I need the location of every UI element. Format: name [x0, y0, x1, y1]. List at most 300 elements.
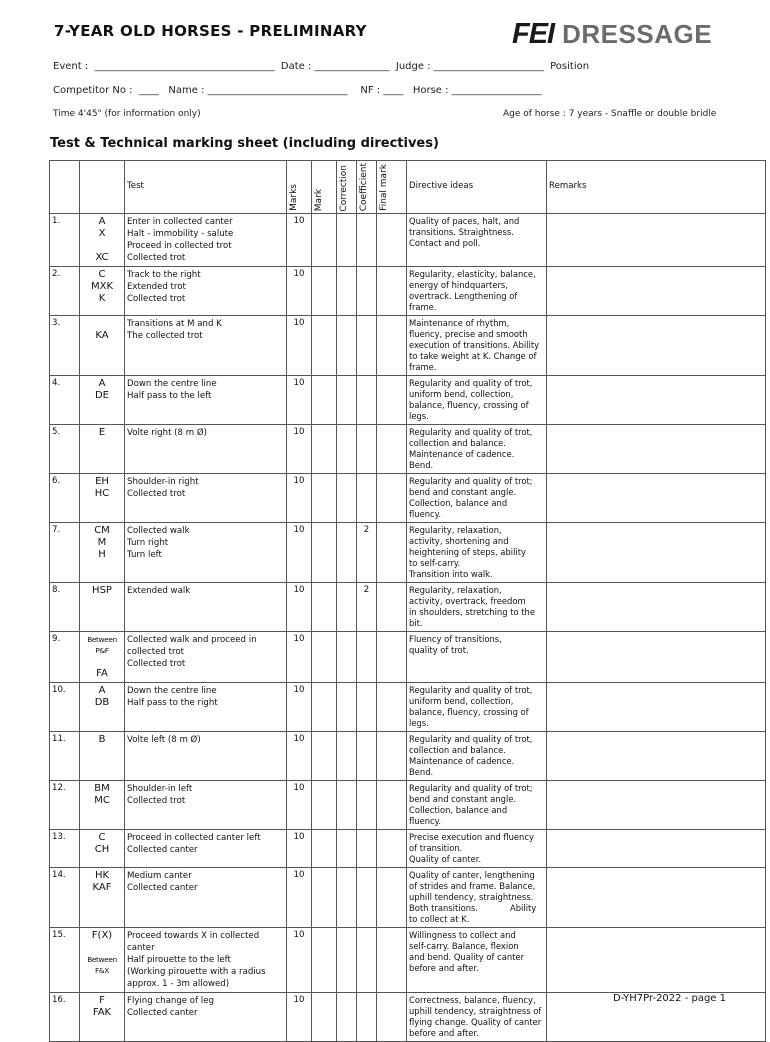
movement-number: 7.: [50, 523, 80, 583]
movement-number: 1.: [50, 214, 80, 267]
arena-letter: FA: [96, 668, 108, 680]
directive-line: Precise execution and fluency: [409, 832, 534, 843]
test-description: [125, 781, 287, 830]
coefficient-cell: [357, 474, 377, 523]
remarks-cell[interactable]: [547, 523, 766, 583]
final-mark-cell[interactable]: [377, 376, 407, 425]
arena-letter: C: [98, 269, 106, 281]
test-line: Shoulder-in left: [127, 784, 193, 795]
final-mark-cell[interactable]: [377, 214, 407, 267]
movement-row: [50, 267, 766, 316]
directive-line: before and after.: [409, 963, 479, 974]
mark-cell[interactable]: [312, 214, 337, 267]
correction-cell[interactable]: [337, 474, 357, 523]
arena-letter: [82, 318, 122, 330]
directive-line: Regularity and quality of trot;: [409, 476, 533, 487]
directive-ideas: [407, 781, 547, 830]
test-line: Half pass to the left: [127, 391, 212, 402]
correction-cell[interactable]: [337, 316, 357, 376]
test-description: [125, 993, 287, 1042]
mark-cell[interactable]: [312, 781, 337, 830]
mark-cell[interactable]: [312, 583, 337, 632]
directive-ideas: [407, 425, 547, 474]
test-line: Proceed towards X in collected: [127, 931, 260, 942]
remarks-cell[interactable]: [547, 781, 766, 830]
header-num: [50, 161, 80, 214]
arena-letter: M: [97, 537, 107, 549]
movement-number: 16.: [50, 993, 80, 1042]
header-test: Test: [125, 161, 287, 214]
test-line: Collected canter: [127, 1008, 198, 1019]
arena-letter: Between F&X: [87, 955, 117, 976]
arena-letters: [80, 632, 125, 683]
arena-letter: KAF: [92, 882, 112, 894]
directive-line: before and after.: [409, 1028, 479, 1039]
directive-line: transitions. Straightness.: [409, 227, 514, 238]
mark-cell[interactable]: [312, 267, 337, 316]
movement-row: [50, 376, 766, 425]
max-marks: 10: [287, 425, 312, 474]
movement-row: [50, 583, 766, 632]
correction-cell[interactable]: [337, 868, 357, 928]
test-description: [125, 214, 287, 267]
movement-number: 10.: [50, 683, 80, 732]
arena-letter: C: [98, 832, 106, 844]
directive-ideas: [407, 868, 547, 928]
movement-row: [50, 683, 766, 732]
header-remarks: Remarks: [547, 161, 766, 214]
directive-ideas: [407, 474, 547, 523]
header-mark: Mark: [312, 161, 337, 214]
arena-letters: [80, 683, 125, 732]
max-marks: 10: [287, 928, 312, 993]
arena-letter: A: [98, 378, 106, 390]
directive-line: Willingness to collect and: [409, 930, 516, 941]
directive-line: Maintenance of cadence.: [409, 756, 515, 767]
final-mark-cell[interactable]: [377, 868, 407, 928]
test-line: Collected trot: [127, 489, 186, 500]
final-mark-cell[interactable]: [377, 267, 407, 316]
directive-line: activity, shortening and: [409, 536, 509, 547]
directive-line: self-carry. Balance, flexion: [409, 941, 519, 952]
final-mark-cell[interactable]: [377, 632, 407, 683]
test-description: [125, 267, 287, 316]
arena-letters: [80, 214, 125, 267]
correction-cell[interactable]: [337, 830, 357, 868]
directive-line: and bend. Quality of canter: [409, 952, 525, 963]
directive-line: Fluency of transitions,: [409, 634, 502, 645]
directive-line: uniform bend, collection,: [409, 696, 514, 707]
max-marks: 10: [287, 683, 312, 732]
directive-line: Regularity and quality of trot;: [409, 783, 533, 794]
movement-row: [50, 781, 766, 830]
test-line: canter: [127, 943, 155, 954]
correction-cell[interactable]: [337, 425, 357, 474]
directive-line: Quality of canter, lengthening: [409, 870, 535, 881]
mark-cell[interactable]: [312, 683, 337, 732]
test-line: Volte left (8 m Ø): [127, 735, 201, 746]
directive-ideas: [407, 267, 547, 316]
directive-line: frame.: [409, 302, 437, 313]
arena-letter: HC: [94, 488, 110, 500]
mark-cell[interactable]: [312, 928, 337, 993]
final-mark-cell[interactable]: [377, 732, 407, 781]
correction-cell[interactable]: [337, 523, 357, 583]
arena-letter: HSP: [92, 585, 112, 597]
test-description: [125, 376, 287, 425]
directive-line: Both transitions. Ability: [409, 903, 537, 914]
movement-number: 13.: [50, 830, 80, 868]
final-mark-cell[interactable]: [377, 830, 407, 868]
test-line: Extended trot: [127, 282, 186, 293]
test-line: Collected walk: [127, 526, 190, 537]
page-title: 7-YEAR OLD HORSES - PRELIMINARY: [54, 22, 367, 40]
directive-line: activity, overtrack, freedom: [409, 596, 526, 607]
movement-number: 5.: [50, 425, 80, 474]
arena-letter: FAK: [92, 1007, 112, 1019]
directive-line: Regularity, elasticity, balance,: [409, 269, 536, 280]
test-line: Halt - immobility - salute: [127, 229, 234, 240]
arena-letter: DE: [94, 390, 110, 402]
correction-cell[interactable]: [337, 732, 357, 781]
coefficient-cell: [357, 632, 377, 683]
correction-cell[interactable]: [337, 683, 357, 732]
final-mark-cell[interactable]: [377, 781, 407, 830]
correction-cell[interactable]: [337, 781, 357, 830]
correction-cell[interactable]: [337, 583, 357, 632]
arena-letter: A: [98, 216, 106, 228]
mark-cell[interactable]: [312, 425, 337, 474]
directive-line: flying change. Quality of canter: [409, 1017, 542, 1028]
test-line: Collected trot: [127, 253, 186, 264]
remarks-cell[interactable]: [547, 830, 766, 868]
final-mark-cell[interactable]: [377, 993, 407, 1042]
directive-line: collection and balance.: [409, 745, 506, 756]
test-line: Down the centre line: [127, 379, 217, 390]
directive-ideas: [407, 316, 547, 376]
header-letters: [80, 161, 125, 214]
movement-number: 3.: [50, 316, 80, 376]
header-final-mark: Final mark: [377, 161, 407, 214]
directive-ideas: [407, 732, 547, 781]
coefficient-cell: 2: [357, 583, 377, 632]
directive-line: fluency, precise and smooth: [409, 329, 528, 340]
test-line: Track to the right: [127, 270, 201, 281]
directive-line: Regularity, relaxation,: [409, 525, 502, 536]
test-line: Collected trot: [127, 796, 186, 807]
arena-letter: XC: [95, 252, 109, 264]
correction-cell[interactable]: [337, 376, 357, 425]
arena-letter: [82, 656, 122, 668]
section-title: Test & Technical marking sheet (including directives): [50, 136, 439, 151]
remarks-cell[interactable]: [547, 732, 766, 781]
test-line: Collected canter: [127, 845, 198, 856]
table-header-row: [50, 161, 766, 214]
arena-letter: E: [98, 427, 106, 439]
arena-letter: BM: [94, 783, 110, 795]
correction-cell[interactable]: [337, 214, 357, 267]
final-mark-cell[interactable]: [377, 316, 407, 376]
arena-letter: EH: [95, 476, 109, 488]
directive-line: balance, fluency, crossing of: [409, 400, 529, 411]
test-description: [125, 830, 287, 868]
movement-number: 9.: [50, 632, 80, 683]
test-line: Turn right: [127, 538, 169, 549]
max-marks: 10: [287, 993, 312, 1042]
movement-row: [50, 474, 766, 523]
arena-letter: H: [98, 549, 106, 561]
directive-line: in shoulders, stretching to the: [409, 607, 536, 618]
directive-line: Regularity and quality of trot,: [409, 685, 533, 696]
directive-line: Regularity and quality of trot,: [409, 427, 533, 438]
arena-letter: MC: [94, 795, 110, 807]
directive-line: to collect at K.: [409, 914, 470, 925]
test-line: Enter in collected canter: [127, 217, 233, 228]
mark-cell[interactable]: [312, 993, 337, 1042]
directive-line: Maintenance of cadence.: [409, 449, 515, 460]
remarks-cell[interactable]: [547, 376, 766, 425]
coefficient-cell: [357, 316, 377, 376]
final-mark-cell[interactable]: [377, 583, 407, 632]
mark-cell[interactable]: [312, 376, 337, 425]
correction-cell[interactable]: [337, 993, 357, 1042]
test-line: Medium canter: [127, 871, 192, 882]
arena-letters: [80, 376, 125, 425]
final-mark-cell[interactable]: [377, 523, 407, 583]
max-marks: 10: [287, 632, 312, 683]
remarks-cell[interactable]: [547, 214, 766, 267]
test-description: [125, 425, 287, 474]
competitor-name-horse-line: Competitor No : ____ Name : ____________________________ NF : ____ Horse : __________________: [53, 85, 542, 96]
header-coefficient: Coefficient: [357, 161, 377, 214]
directive-ideas: [407, 683, 547, 732]
directive-line: frame.: [409, 362, 437, 373]
mark-cell[interactable]: [312, 523, 337, 583]
coefficient-cell: [357, 683, 377, 732]
arena-letter: DB: [94, 697, 110, 709]
directive-ideas: [407, 214, 547, 267]
directive-line: execution of transitions. Ability: [409, 340, 540, 351]
test-description: [125, 474, 287, 523]
test-line: approx. 1 - 3m allowed): [127, 979, 230, 990]
movement-number: 6.: [50, 474, 80, 523]
test-description: [125, 632, 287, 683]
directive-line: Regularity and quality of trot,: [409, 734, 533, 745]
remarks-cell[interactable]: [547, 928, 766, 993]
movement-row: [50, 868, 766, 928]
test-line: Volte right (8 m Ø): [127, 428, 207, 439]
directive-ideas: [407, 376, 547, 425]
directive-ideas: [407, 632, 547, 683]
directive-line: collection and balance.: [409, 438, 506, 449]
arena-letters: [80, 474, 125, 523]
movement-number: 15.: [50, 928, 80, 993]
mark-cell[interactable]: [312, 732, 337, 781]
movement-row: [50, 928, 766, 993]
test-line: Flying change of leg: [127, 996, 214, 1007]
directive-line: uphill tendency, straightness.: [409, 892, 534, 903]
directive-line: Contact and poll.: [409, 238, 481, 249]
remarks-cell[interactable]: [547, 632, 766, 683]
remarks-cell[interactable]: [547, 583, 766, 632]
correction-cell[interactable]: [337, 632, 357, 683]
arena-letters: [80, 583, 125, 632]
directive-line: bend and constant angle.: [409, 487, 517, 498]
test-line: Down the centre line: [127, 686, 217, 697]
directive-line: Bend.: [409, 767, 434, 778]
coefficient-cell: [357, 781, 377, 830]
coefficient-cell: [357, 732, 377, 781]
directive-line: Bend.: [409, 460, 434, 471]
coefficient-cell: [357, 425, 377, 474]
correction-cell[interactable]: [337, 267, 357, 316]
test-line: (Working pirouette with a radius: [127, 967, 266, 978]
movement-row: [50, 425, 766, 474]
remarks-cell[interactable]: [547, 316, 766, 376]
test-line: Collected trot: [127, 294, 186, 305]
directive-line: of transition.: [409, 843, 463, 854]
coefficient-cell: [357, 993, 377, 1042]
page-footer: D-YH7Pr-2022 - page 1: [613, 993, 726, 1004]
event-date-judge-line: Event : ____________________________________ Date : _______________ Judge : ______________________ Position: [53, 61, 590, 72]
arena-letter: F(X): [91, 930, 113, 942]
coefficient-cell: [357, 267, 377, 316]
remarks-cell[interactable]: [547, 267, 766, 316]
max-marks: 10: [287, 732, 312, 781]
movement-number: 11.: [50, 732, 80, 781]
movement-number: 2.: [50, 267, 80, 316]
test-line: Half pirouette to the left: [127, 955, 231, 966]
test-line: Turn left: [127, 550, 162, 561]
test-line: Collected walk and proceed in: [127, 635, 257, 646]
test-line: Half pass to the right: [127, 698, 218, 709]
movement-number: 14.: [50, 868, 80, 928]
remarks-cell[interactable]: [547, 425, 766, 474]
arena-letter: F: [99, 995, 105, 1007]
coefficient-cell: [357, 928, 377, 993]
directive-ideas: [407, 830, 547, 868]
directive-line: of strides and frame. Balance,: [409, 881, 536, 892]
arena-letter: CM: [94, 525, 110, 537]
directive-line: Collection, balance and: [409, 498, 508, 509]
arena-letters: [80, 928, 125, 993]
fei-logo-text: FEI: [512, 17, 555, 50]
movement-row: [50, 632, 766, 683]
arena-letter: K: [98, 293, 106, 305]
arena-letters: [80, 868, 125, 928]
directive-ideas: [407, 993, 547, 1042]
movement-number: 4.: [50, 376, 80, 425]
test-line: Proceed in collected trot: [127, 241, 232, 252]
max-marks: 10: [287, 214, 312, 267]
test-line: Extended walk: [127, 586, 191, 597]
movement-number: 8.: [50, 583, 80, 632]
directive-line: Regularity, relaxation,: [409, 585, 502, 596]
movement-number: 12.: [50, 781, 80, 830]
arena-letter: A: [98, 685, 106, 697]
final-mark-cell[interactable]: [377, 683, 407, 732]
mark-cell[interactable]: [312, 632, 337, 683]
max-marks: 10: [287, 316, 312, 376]
mark-cell[interactable]: [312, 868, 337, 928]
remarks-cell[interactable]: [547, 474, 766, 523]
directive-line: fluency.: [409, 509, 442, 520]
arena-letter: CH: [94, 844, 110, 856]
test-line: Transitions at M and K: [127, 319, 222, 330]
arena-letters: [80, 267, 125, 316]
mark-cell[interactable]: [312, 316, 337, 376]
remarks-cell[interactable]: [547, 683, 766, 732]
fei-dressage-logo: [512, 19, 712, 49]
directive-line: Quality of paces, halt, and: [409, 216, 520, 227]
directive-line: Regularity and quality of trot,: [409, 378, 533, 389]
arena-letters: [80, 316, 125, 376]
correction-cell[interactable]: [337, 928, 357, 993]
test-line: Shoulder-in right: [127, 477, 199, 488]
arena-letters: [80, 781, 125, 830]
coefficient-cell: [357, 830, 377, 868]
directive-line: energy of hindquarters,: [409, 280, 508, 291]
final-mark-cell[interactable]: [377, 928, 407, 993]
directive-line: Transition into walk.: [409, 569, 493, 580]
directive-line: overtrack. Lengthening of: [409, 291, 518, 302]
arena-letter: X: [98, 228, 106, 240]
final-mark-cell[interactable]: [377, 474, 407, 523]
test-description: [125, 868, 287, 928]
arena-letters: [80, 732, 125, 781]
mark-cell[interactable]: [312, 830, 337, 868]
final-mark-cell[interactable]: [377, 425, 407, 474]
directive-ideas: [407, 928, 547, 993]
dressage-logo-text: DRESSAGE: [562, 18, 713, 49]
max-marks: 10: [287, 830, 312, 868]
max-marks: 10: [287, 376, 312, 425]
header-marks: Marks: [287, 161, 312, 214]
header-directive: Directive ideas: [407, 161, 547, 214]
coefficient-cell: [357, 868, 377, 928]
test-description: [125, 583, 287, 632]
directive-line: to self-carry.: [409, 558, 461, 569]
remarks-cell[interactable]: [547, 868, 766, 928]
test-description: [125, 683, 287, 732]
directive-line: balance, fluency, crossing of: [409, 707, 529, 718]
test-line: collected trot: [127, 647, 184, 658]
directive-line: bend and constant angle.: [409, 794, 517, 805]
test-description: [125, 316, 287, 376]
directive-line: Quality of canter.: [409, 854, 482, 865]
movement-row: [50, 316, 766, 376]
coefficient-cell: [357, 376, 377, 425]
mark-cell[interactable]: [312, 474, 337, 523]
directive-line: Collection, balance and: [409, 805, 508, 816]
max-marks: 10: [287, 523, 312, 583]
max-marks: 10: [287, 868, 312, 928]
directive-ideas: [407, 583, 547, 632]
arena-letters: [80, 993, 125, 1042]
directive-line: bit.: [409, 618, 423, 629]
arena-letters: [80, 425, 125, 474]
directive-line: uphill tendency, straightness of: [409, 1006, 542, 1017]
directive-line: Maintenance of rhythm,: [409, 318, 510, 329]
test-line: Collected canter: [127, 883, 198, 894]
test-description: [125, 928, 287, 993]
coefficient-cell: 2: [357, 523, 377, 583]
directive-line: fluency.: [409, 816, 442, 827]
arena-letter: KA: [95, 330, 109, 342]
test-line: Collected trot: [127, 659, 186, 670]
max-marks: 10: [287, 474, 312, 523]
directive-line: legs.: [409, 411, 429, 422]
